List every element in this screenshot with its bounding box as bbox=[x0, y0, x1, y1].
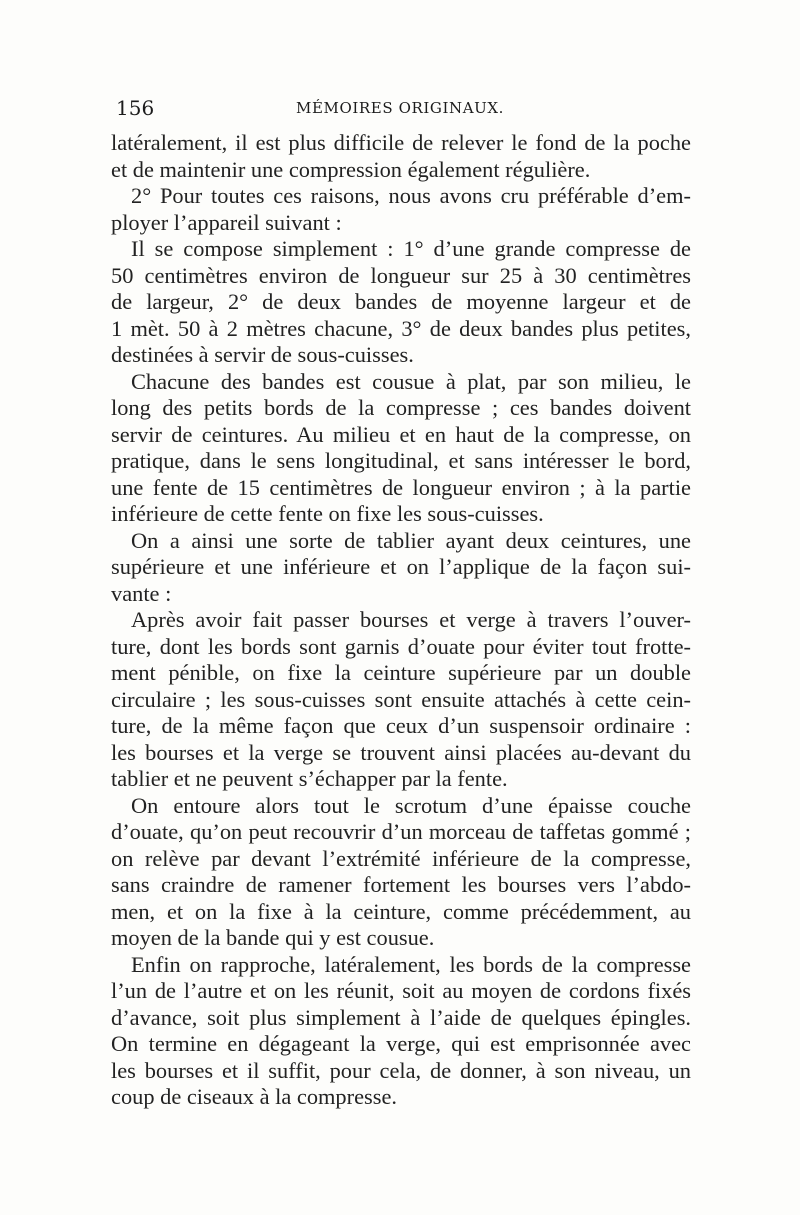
text-line: 50 centimètres environ de longueur sur 25 à 30 centimètres bbox=[111, 262, 691, 288]
text-line: les bourses et il suffit, pour cela, de donner, à son niveau, un bbox=[111, 1057, 691, 1083]
text-line: 2° Pour toutes ces raisons, nous avons cru préférable d’em- bbox=[131, 183, 691, 208]
text-line: d’ouate, qu’on peut recouvrir d’un morceau de taffetas gommé ; bbox=[111, 819, 691, 844]
text-line: servir de ceintures. Au milieu et en haut de la compresse, on bbox=[111, 421, 691, 447]
paragraph bbox=[111, 528, 691, 608]
text-line: on relève par devant l’extrémité inférieure de la compresse, bbox=[111, 845, 691, 871]
text-line: les bourses et la verge se trouvent ainsi placées au-devant du bbox=[111, 739, 691, 765]
page-header bbox=[116, 96, 691, 124]
running-title: MÉMOIRES ORIGINAUX. bbox=[296, 99, 505, 117]
text-line: inférieure de cette fente on fixe les sous-cuisses. bbox=[111, 501, 544, 526]
text-line: circulaire ; les sous-cuisses sont ensuite attachés à cette cein- bbox=[111, 686, 691, 712]
body-text bbox=[111, 130, 691, 1111]
text-line: Après avoir fait passer bourses et verge à travers l’ouver- bbox=[131, 607, 691, 632]
text-line: sans craindre de ramener fortement les bourses vers l’abdo- bbox=[111, 872, 691, 897]
text-line: une fente de 15 centimètres de longueur environ ; à la partie bbox=[111, 474, 691, 500]
text-line: ployer l’appareil suivant : bbox=[111, 209, 342, 235]
text-line: On a ainsi une sorte de tablier ayant deux ceintures, une bbox=[131, 527, 691, 553]
text-line: et de maintenir une compression également régulière. bbox=[111, 156, 591, 182]
text-line: destinées à servir de sous-cuisses. bbox=[111, 342, 414, 367]
page-number: 156 bbox=[116, 96, 155, 120]
text-line: coup de ciseaux à la compresse. bbox=[111, 1084, 397, 1109]
paragraph bbox=[111, 607, 691, 793]
paragraph bbox=[111, 236, 691, 369]
text-line: l’un de l’autre et on les réunit, soit au moyen de cordons fixés bbox=[111, 978, 691, 1003]
text-line: moyen de la bande qui y est cousue. bbox=[111, 925, 435, 950]
text-line: vante : bbox=[111, 580, 172, 606]
text-line: latéralement, il est plus difficile de relever le fond de la poche bbox=[111, 130, 691, 155]
paragraph bbox=[111, 369, 691, 528]
text-line: ment pénible, on fixe la ceinture supérieure par un double bbox=[111, 660, 691, 685]
text-line: de largeur, 2° de deux bandes de moyenne largeur et de bbox=[111, 289, 691, 314]
text-line: Chacune des bandes est cousue à plat, par son milieu, le bbox=[131, 368, 691, 394]
text-line: ture, dont les bords sont garnis d’ouate pour éviter tout frotte- bbox=[111, 633, 691, 659]
text-line: Enfin on rapproche, latéralement, les bords de la compresse bbox=[131, 951, 691, 977]
paragraph bbox=[111, 130, 691, 183]
text-line: long des petits bords de la compresse ; ces bandes doivent bbox=[111, 395, 691, 420]
paragraph bbox=[111, 793, 691, 952]
paragraph bbox=[111, 952, 691, 1111]
text-line: Il se compose simplement : 1° d’une grande compresse de bbox=[131, 236, 691, 261]
text-line: ture, de la même façon que ceux d’un suspensoir ordinaire : bbox=[111, 713, 691, 738]
text-line: tablier et ne peuvent s’échapper par la fente. bbox=[111, 766, 508, 791]
text-line: men, et on la fixe à la ceinture, comme précédemment, au bbox=[111, 898, 691, 924]
text-line: pratique, dans le sens longitudinal, et sans intéresser le bord, bbox=[111, 448, 691, 473]
paragraph bbox=[111, 183, 691, 236]
text-line: On entoure alors tout le scrotum d’une épaisse couche bbox=[131, 792, 691, 818]
text-line: On termine en dégageant la verge, qui est emprisonnée avec bbox=[111, 1031, 691, 1056]
text-line: supérieure et une inférieure et on l’applique de la façon sui- bbox=[111, 554, 691, 579]
text-line: 1 mèt. 50 à 2 mètres chacune, 3° de deux bandes plus petites, bbox=[111, 315, 691, 341]
text-line: d’avance, soit plus simplement à l’aide de quelques épingles. bbox=[111, 1004, 691, 1030]
